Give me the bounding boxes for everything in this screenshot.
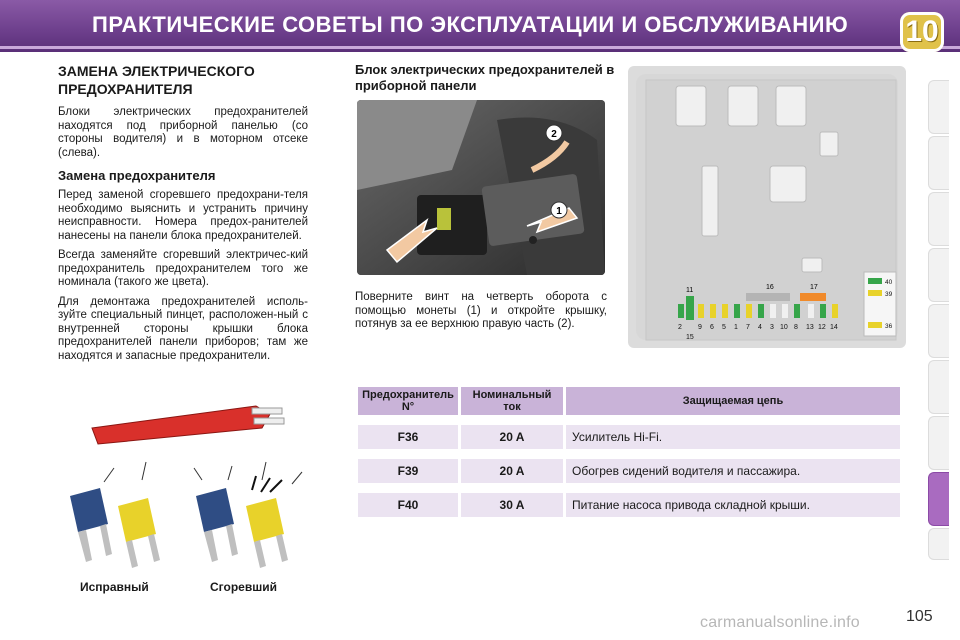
- left-column: [58, 62, 308, 369]
- fuse-number: F39: [358, 459, 458, 483]
- paragraph-3: Для демонтажа предохранителей исполь-зуйте специальный пинцет, расположен-ный с внутренней стороны крышки блока предохранителей панели приборов; там же находятся и запасные предохранители.: [58, 295, 308, 362]
- diagram-label: 7: [746, 324, 750, 331]
- table-row: [358, 459, 900, 483]
- photo-caption: Поверните винт на четверть оборота с помощью монеты (1) и откройте крышку, потянув за ее верхнюю правую часть (2).: [355, 291, 607, 330]
- table-header-current: Номинальный ток: [461, 387, 563, 415]
- fuse-circuit: Усилитель Hi-Fi.: [566, 425, 900, 449]
- diagram-label: 8: [794, 324, 798, 331]
- diagram-label: 16: [766, 284, 774, 291]
- diagram-label: 14: [830, 324, 838, 331]
- fusebox-diagram: [628, 66, 906, 348]
- fuse-good-label: Исправный: [80, 580, 149, 594]
- diagram-label: 3: [770, 324, 774, 331]
- side-tab[interactable]: [928, 136, 949, 190]
- fuse-blown-label: Сгоревший: [210, 580, 277, 594]
- fuse-circuit: Обогрев сидений водителя и пассажира.: [566, 459, 900, 483]
- side-tabs: [928, 80, 948, 560]
- fuse-number: F36: [358, 425, 458, 449]
- header-title: ПРАКТИЧЕСКИЕ СОВЕТЫ ПО ЭКСПЛУАТАЦИИ И ОБСЛУЖИВАНИЮ: [92, 12, 849, 37]
- chapter-badge: 10: [900, 12, 944, 52]
- fusebox-title: Блок электрических предохранителей в приборной панели: [355, 62, 615, 93]
- diagram-label: 17: [810, 284, 818, 291]
- sub-title: Замена предохранителя: [58, 168, 216, 183]
- watermark: carmanualsonline.info: [700, 614, 860, 631]
- paragraph-2: Всегда заменяйте сгоревший электричес-кий предохранитель предохранителем того же номинала (такого же цвета).: [58, 249, 308, 288]
- dashboard-photo: [357, 100, 605, 275]
- section-title: ЗАМЕНА ЭЛЕКТРИЧЕСКОГО ПРЕДОХРАНИТЕЛЯ: [58, 63, 255, 97]
- header-stripe: [0, 46, 960, 49]
- side-tab[interactable]: [928, 304, 949, 358]
- diagram-label: 39: [885, 291, 893, 298]
- intro-paragraph: Блоки электрических предохранителей находятся под приборной панелью (со стороны водителя) и в моторном отсеке (слева).: [58, 106, 308, 159]
- side-tab[interactable]: [928, 360, 949, 414]
- side-tab-active[interactable]: [928, 472, 949, 526]
- fuse-current: 20 A: [461, 425, 563, 449]
- diagram-label: 4: [758, 324, 762, 331]
- side-tab[interactable]: [928, 416, 949, 470]
- fuse-number: F40: [358, 493, 458, 517]
- dashboard-illustration: [357, 100, 605, 275]
- side-tab[interactable]: [928, 192, 949, 246]
- diagram-label: 5: [722, 324, 726, 331]
- diagram-label: 2: [678, 324, 682, 331]
- fuse-circuit: Питание насоса привода складной крыши.: [566, 493, 900, 517]
- diagram-label: 11: [686, 287, 694, 294]
- side-tab[interactable]: [928, 528, 949, 560]
- callout-1: 1: [556, 206, 562, 217]
- table-row: [358, 493, 900, 517]
- diagram-label: 15: [686, 334, 694, 341]
- fuse-illustration: [56, 396, 316, 576]
- fuse-current: 30 A: [461, 493, 563, 517]
- diagram-label: 13: [806, 324, 814, 331]
- diagram-label: 6: [710, 324, 714, 331]
- table-row: [358, 425, 900, 449]
- side-tab[interactable]: [928, 80, 949, 134]
- table-header-circuit: Защищаемая цепь: [566, 387, 900, 415]
- page-number: 105: [906, 608, 933, 625]
- diagram-label: 10: [780, 324, 788, 331]
- fuse-pliers-and-fuses: [56, 396, 316, 576]
- diagram-label: 36: [885, 323, 893, 330]
- side-tab[interactable]: [928, 248, 949, 302]
- diagram-label: 9: [698, 324, 702, 331]
- diagram-label: 1: [734, 324, 738, 331]
- fuse-current: 20 A: [461, 459, 563, 483]
- fusebox-schematic: [628, 66, 906, 348]
- table-header-number: Предохранитель N°: [358, 387, 458, 415]
- page-header: [0, 0, 960, 52]
- callout-2: 2: [551, 129, 557, 140]
- diagram-label: 12: [818, 324, 826, 331]
- diagram-label: 40: [885, 279, 893, 286]
- paragraph-1: Перед заменой сгоревшего предохрани-теля необходимо выяснить и устранить причину неисправности. Номера предох-ранителей нанесены на панели блока предохранителей.: [58, 189, 308, 242]
- fuse-table: [355, 384, 903, 520]
